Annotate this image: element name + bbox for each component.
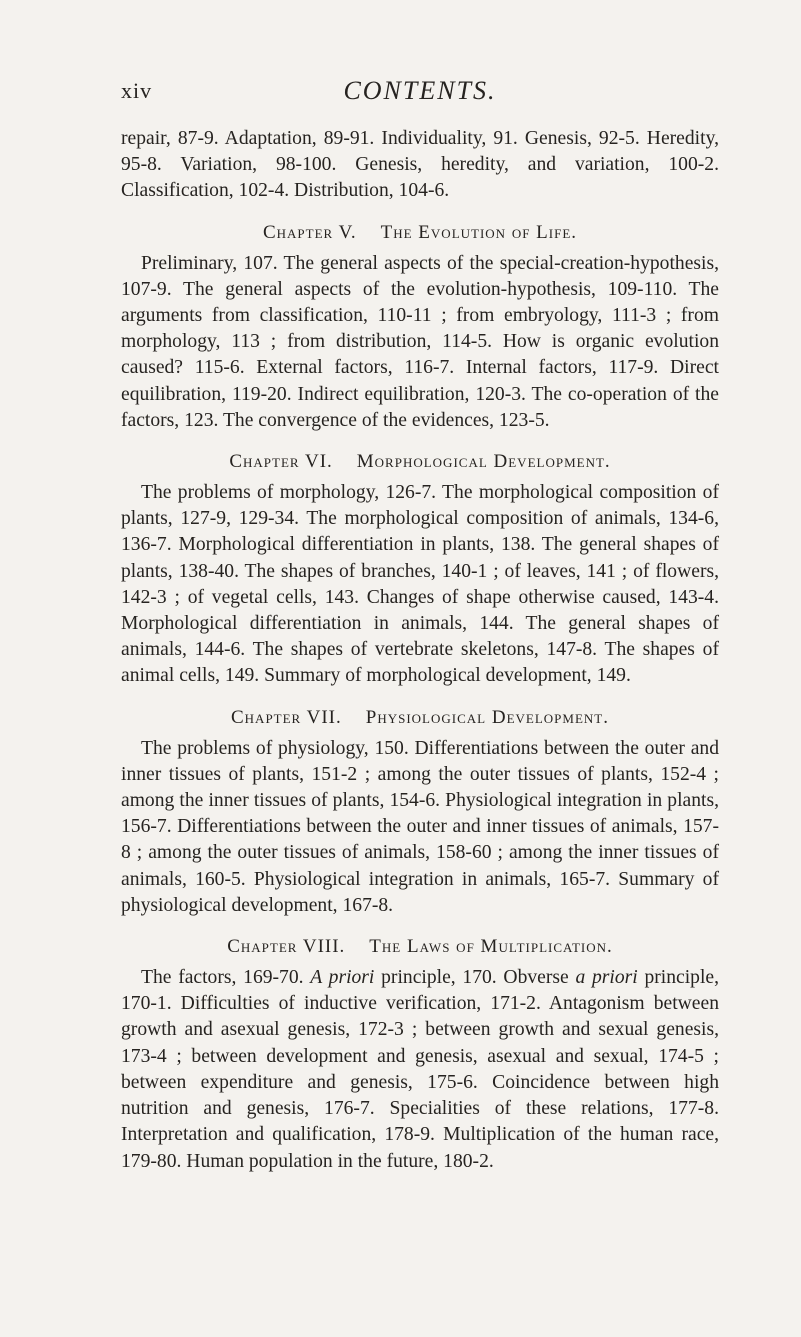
italic-text-run: A priori: [310, 967, 375, 989]
chapter-title: Morphological Development.: [356, 451, 611, 473]
chapter-title: The Evolution of Life.: [380, 221, 578, 243]
chapter-heading-viii: [121, 936, 719, 958]
chapter-vi-summary: The problems of morphology, 126-7. The morphological composition of plants, 127-9, 129-34. The morphological composition of animals, 134-6, 136-7. Morphological differentiation in plants, 138. The general shapes of plants, 138-40. The shapes of branches, 140-1 ; of leaves, 141 ; of flowers, 142-3 ; of vegetal cells, 143. Changes of shape otherwise caused, 143-4. Morphological differentiation in animals, 144. The general shapes of animals, 144-6. The shapes of vertebrate skeletons, 147-8. The shapes of animal cells, 149. Summary of morphological development, 149.: [121, 482, 719, 687]
text-run: principle, 170-1. Difficulties of inductive verification, 171-2. Antagonism between growth and asexual genesis, 172-3 ; between growth and sexual genesis, 173-4 ; between development and genesis, asexual and sexual, 174-5 ; between expenditure and genesis, 175-6. Coincidence between high nutrition and genesis, 176-7. Specialities of these relations, 177-8. Interpretation and qualification, 178-9. Multiplication of the human race, 179-80. Human population in the future, 180-2.: [121, 967, 719, 1172]
italic-text-run: a priori: [575, 967, 638, 989]
page-number: xiv: [121, 78, 153, 103]
contents-body: [121, 126, 719, 1175]
chapter-label: Chapter VI.: [229, 451, 333, 473]
chapter-label: Chapter V.: [262, 221, 357, 243]
text-run: principle, 170. Obverse: [374, 967, 576, 989]
text-run: The factors, 169-70.: [141, 967, 311, 989]
chapter-heading-v: [121, 222, 719, 244]
chapter-v-summary: Preliminary, 107. The general aspects of the special-creation-hypothesis, 107-9. The general aspects of the evolution-hypothesis, 109-110. The arguments from classification, 110-11 ; from embryology, 111-3 ; from morphology, 113 ; from distribution, 114-5. How is organic evolution caused? 115-6. External factors, 116-7. Internal factors, 117-9. Direct equilibration, 119-20. Indirect equilibration, 120-3. The co-operation of the factors, 123. The convergence of the evidences, 123-5.: [121, 252, 719, 431]
running-title: CONTENTS.: [343, 76, 497, 105]
chapter-title: The Laws of Multiplication.: [369, 936, 613, 958]
chapter-vii-summary: The problems of physiology, 150. Differentiations between the outer and inner tissues of plants, 151-2 ; among the outer tissues of plants, 152-4 ; among the inner tissues of plants, 154-6. Physiological integration in plants, 156-7. Differentiations between the outer and inner tissues of animals, 157-8 ; among the outer tissues of animals, 158-60 ; among the inner tissues of animals, 160-5. Physiological integration in animals, 165-7. Summary of physiological development, 167-8.: [121, 737, 719, 916]
chapter-label: Chapter VII.: [231, 706, 342, 728]
chapter-viii-summary: [121, 965, 719, 1175]
page-header: [121, 78, 719, 108]
chapter-heading-vi: [121, 451, 719, 473]
chapter-heading-vii: [121, 707, 719, 729]
chapter-title: Physiological Development.: [365, 706, 609, 728]
chapter-label: Chapter VIII.: [227, 936, 346, 958]
section-paragraph-continued: repair, 87-9. Adaptation, 89-91. Individuality, 91. Genesis, 92-5. Heredity, 95-8. Variation, 98-100. Genesis, heredity, and variation, 100-2. Classification, 102-4. Distribution, 104-6.: [121, 128, 719, 202]
